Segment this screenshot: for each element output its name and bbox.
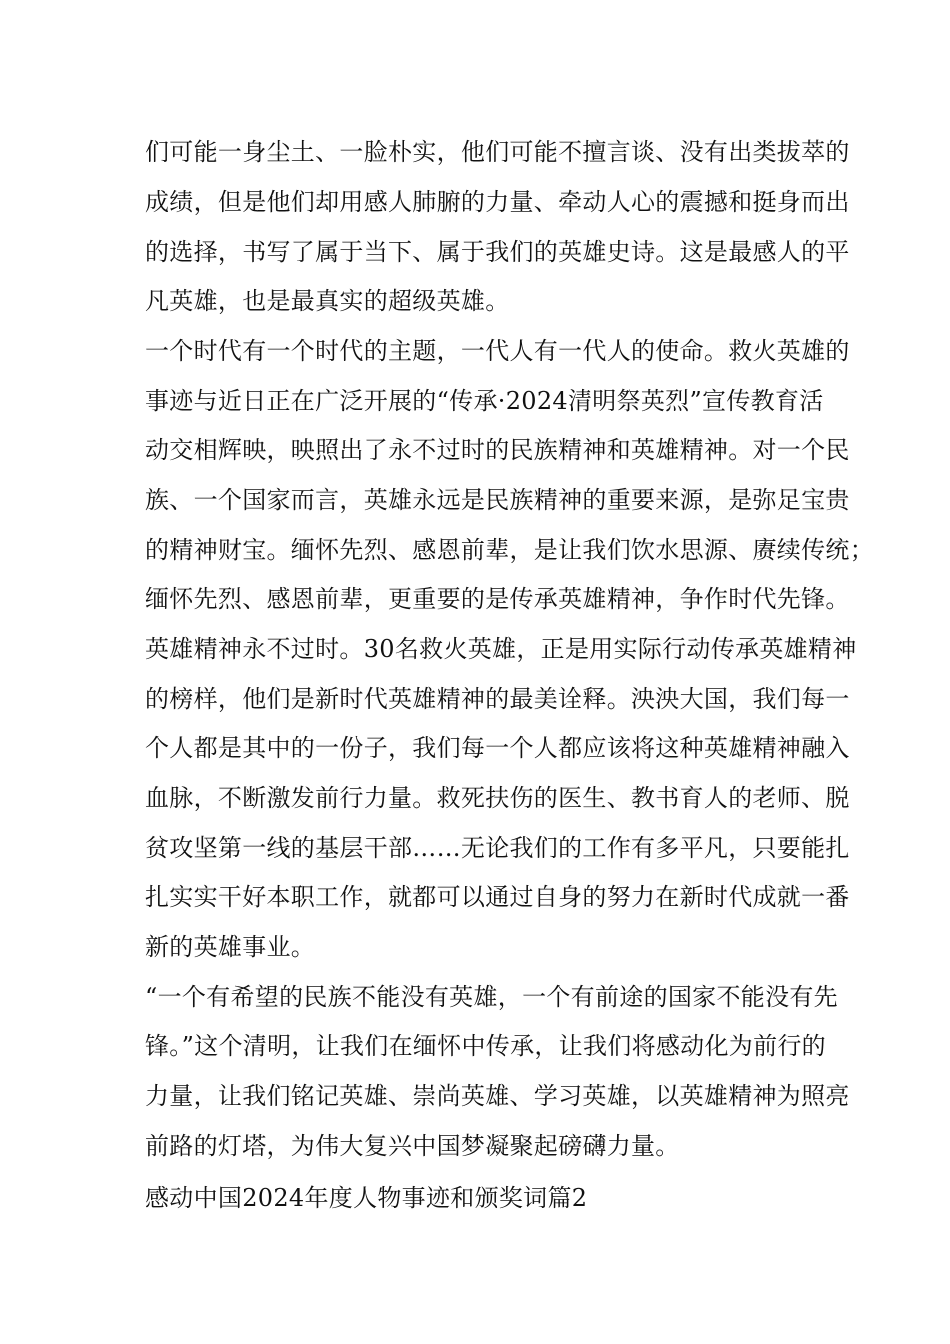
text-line: 成绩，但是他们却用感人肺腑的力量、牵动人心的震撼和挺身而出: [145, 188, 850, 216]
text-line: 动交相辉映，映照出了永不过时的民族精神和英雄精神。对一个民: [145, 436, 850, 464]
text-line: 族、一个国家而言，英雄永远是民族精神的重要来源，是弥足宝贵: [145, 486, 850, 514]
section-heading: 感动中国2024年度人物事迹和颁奖词篇2: [145, 1184, 588, 1212]
text-line: 英雄精神永不过时。30名救火英雄，正是用实际行动传承英雄精神: [145, 635, 857, 663]
text-line: 血脉，不断激发前行力量。救死扶伤的医生、教书育人的老师、脱: [145, 784, 850, 812]
text-line: 力量，让我们铭记英雄、崇尚英雄、学习英雄，以英雄精神为照亮: [145, 1082, 850, 1110]
text-line: 扎实实干好本职工作，就都可以通过自身的努力在新时代成就一番: [145, 883, 850, 911]
text-line: 的精神财宝。缅怀先烈、感恩前辈，是让我们饮水思源、赓续传统；: [145, 536, 874, 564]
text-line: 贫攻坚第一线的基层干部……无论我们的工作有多平凡，只要能扎: [145, 834, 850, 862]
text-line: 的榜样，他们是新时代英雄精神的最美诠释。泱泱大国，我们每一: [145, 685, 850, 713]
text-line: 缅怀先烈、感恩前辈，更重要的是传承英雄精神，争作时代先锋。: [145, 585, 850, 613]
text-line: 们可能一身尘土、一脸朴实，他们可能不擅言谈、没有出类拔萃的: [145, 138, 850, 166]
text-line: 的选择，书写了属于当下、属于我们的英雄史诗。这是最感人的平: [145, 238, 850, 266]
text-line: 个人都是其中的一份子，我们每一个人都应该将这种英雄精神融入: [145, 734, 850, 762]
text-line: 凡英雄，也是最真实的超级英雄。: [145, 287, 510, 315]
text-line: 锋。”这个清明，让我们在缅怀中传承，让我们将感动化为前行的: [145, 1032, 826, 1060]
text-line: 事迹与近日正在广泛开展的“传承·2024清明祭英烈”宣传教育活: [145, 387, 824, 415]
text-line: “一个有希望的民族不能没有英雄，一个有前途的国家不能没有先: [145, 983, 838, 1011]
text-line: 一个时代有一个时代的主题，一代人有一代人的使命。救火英雄的: [145, 337, 850, 365]
text-line: 新的英雄事业。: [145, 933, 316, 961]
text-line: 前路的灯塔，为伟大复兴中国梦凝聚起磅礴力量。: [145, 1132, 680, 1160]
